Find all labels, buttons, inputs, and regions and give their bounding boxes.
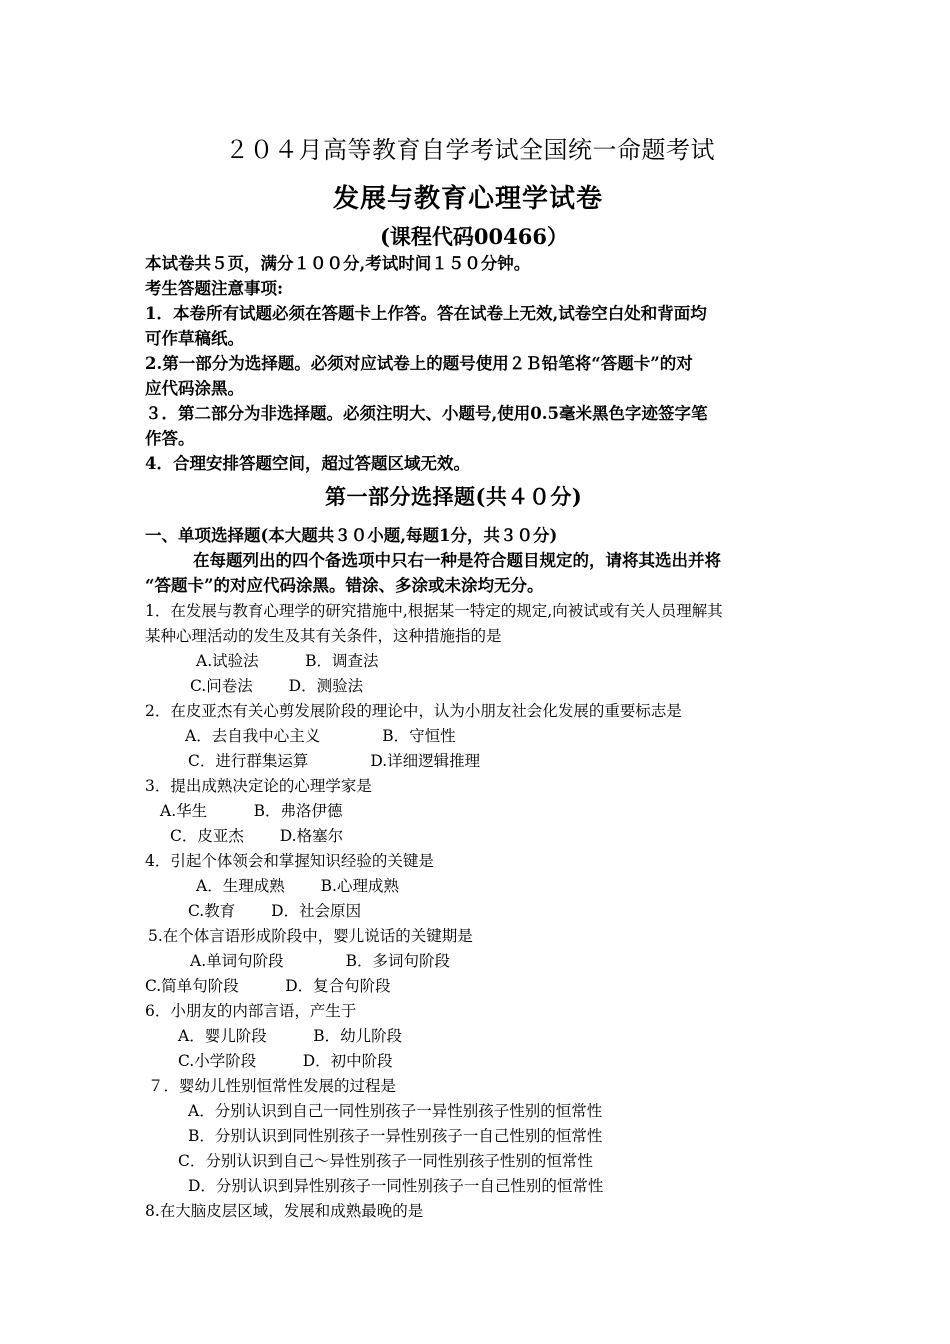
question-3-options-ab: A.华生 B．弗洛伊德 [160,802,343,820]
question-3-options-cd: C．皮亚杰 D.格塞尔 [170,827,344,845]
question-4-options-ab: A．生理成熟 B.心理成熟 [196,877,399,895]
question-6-options-ab: A．婴儿阶段 B．幼儿阶段 [178,1027,403,1045]
question-1-cont: 某种心理活动的发生及其有关条件，这种措施指的是 [145,627,502,645]
notice-summary: 本试卷共５页，满分１００分,考试时间１５０分钟。 [145,254,531,273]
question-7-option-d: D．分别认识到异性别孩子一同性别孩子一自己性别的恒常性 [188,1177,604,1195]
question-2: 2．在皮亚杰有关心剪发展阶段的理论中，认为小朋友社会化发展的重要标志是 [145,702,682,720]
question-2-options-ab: A．去自我中心主义 B．守恒性 [185,727,456,745]
exam-title: ２０４月高等教育自学考试全国统一命题考试 [225,136,715,164]
notice-item-2-cont: 应代码涂黑。 [145,379,244,398]
question-2-options-cd: C．进行群集运算 D.详细逻辑推理 [188,752,481,770]
course-code: (课程代码00466） [380,224,568,249]
question-4-options-cd: C.教育 D．社会原因 [188,902,362,920]
question-3: 3．提出成熟决定论的心理学家是 [145,777,372,795]
section-heading: 一、单项选择题(本大题共３０小题,每题1分，共３０分) [145,526,558,545]
question-5-options-cd: C.简单句阶段 D．复合句阶段 [145,977,391,995]
question-6-options-cd: C.小学阶段 D．初中阶段 [178,1052,393,1070]
question-8: 8.在大脑皮层区域，发展和成熟最晚的是 [145,1202,424,1220]
notice-item-1: 1．本卷所有试题必须在答题卡上作答。答在试卷上无效,试卷空白处和背面均 [145,304,707,323]
notice-item-4: 4．合理安排答题空间，超过答题区域无效。 [145,454,470,473]
question-4: 4．引起个体领会和掌握知识经验的关键是 [145,852,434,870]
question-7-option-c: C．分别认识到自己～异性别孩子一同性别孩子性别的恒常性 [178,1152,593,1170]
question-5: 5.在个体言语形成阶段中，婴儿说话的关键期是 [148,927,473,945]
question-7-option-a: A．分别认识到自己一同性别孩子一异性别孩子性别的恒常性 [188,1102,603,1120]
question-7: ７．婴幼儿性别恒常性发展的过程是 [148,1077,397,1095]
paper-title: 发展与教育心理学试卷 [333,184,604,214]
notice-item-2: 2.第一部分为选择题。必须对应试卷上的题号使用２Ｂ铅笔将“答题卡”的对 [145,354,693,373]
question-1: 1．在发展与教育心理学的研究措施中,根据某一特定的规定,向被试或有关人员理解其 [145,602,723,620]
notice-item-1-cont: 可作草稿纸。 [145,329,244,348]
question-7-option-b: B．分别认识到同性别孩子一异性别孩子一自己性别的恒常性 [188,1127,603,1145]
question-1-options-ab: A.试验法 B．调查法 [196,652,379,670]
notice-item-3-cont: 作答。 [145,429,195,448]
notice-heading: 考生答题注意事项: [145,279,284,298]
section-instruction: 在每题列出的四个备选项中只右一种是符合题目规定的，请将其选出并将 [193,551,721,570]
section-instruction-cont: “答题卡”的对应代码涂黑。错涂、多涂或未涂均无分。 [145,576,544,595]
question-5-options-ab: A.单词句阶段 B．多词句阶段 [190,952,451,970]
question-1-options-cd: C.问卷法 D．测验法 [190,677,364,695]
part1-title: 第一部分选择题(共４０分) [325,484,583,509]
question-6: 6．小朋友的内部言语，产生于 [145,1002,357,1020]
notice-item-3: ３．第二部分为非选择题。必须注明大、小题号,使用0.5毫米黑色字迹签字笔 [145,404,708,423]
